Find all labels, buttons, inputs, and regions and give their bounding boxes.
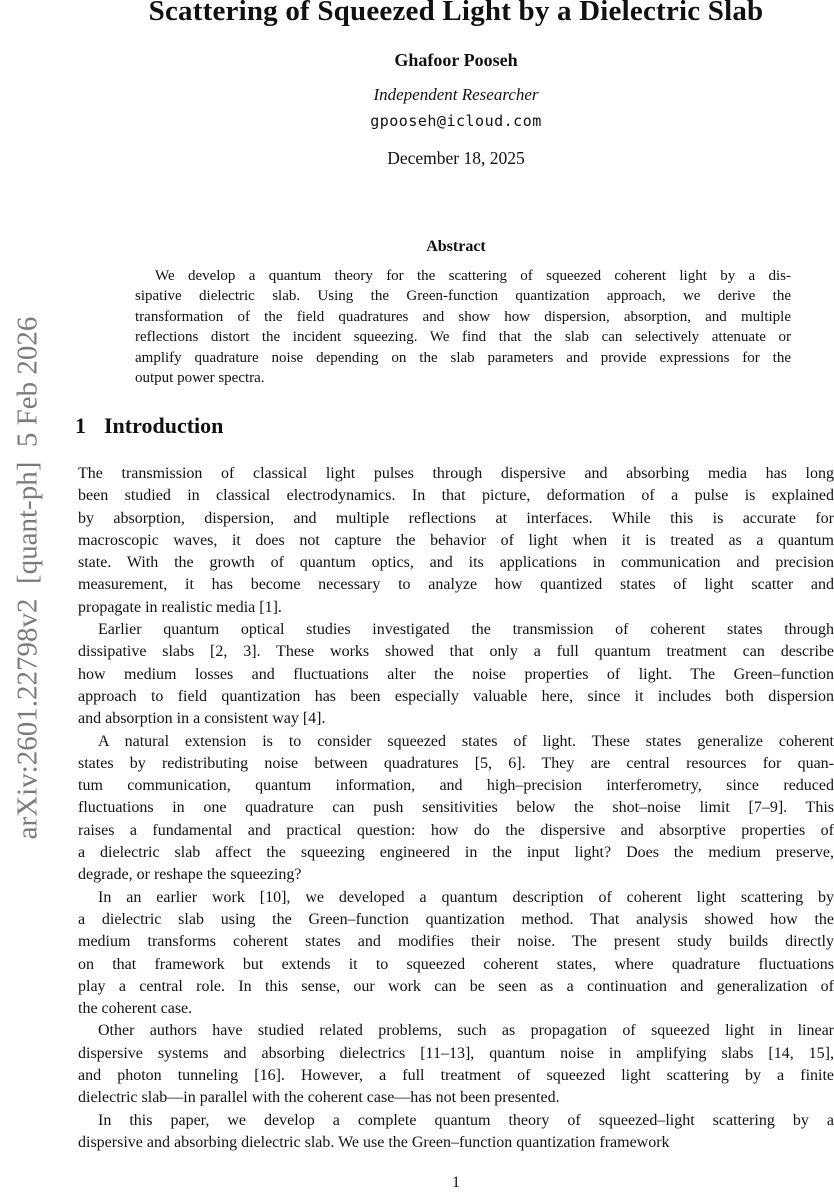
- section-number: 1: [75, 413, 86, 438]
- text-line: Other authors have studied related problems, such as propagation of squeezed light in linear: [98, 1022, 834, 1040]
- paragraph: [78, 1020, 834, 1109]
- abstract-heading: Abstract: [426, 238, 486, 255]
- paper-title: Scattering of Squeezed Light by a Dielectric Slab: [148, 0, 764, 27]
- text-line: In this paper, we develop a complete quantum theory of squeezed–light scattering by a: [98, 1111, 834, 1129]
- text-line: how medium losses and fluctuations alter the noise properties of light. The Green–function: [78, 665, 834, 683]
- text-line: states by redistributing noise between quadratures [5, 6]. They are central resources for quan-: [78, 754, 834, 772]
- text-line: and photon tunneling [16]. However, a full treatment of squeezed light scattering by a finite: [78, 1067, 834, 1085]
- text-line: and absorption in a consistent way [4].: [78, 710, 326, 728]
- section-title: Introduction: [104, 413, 224, 438]
- page-number: 1: [452, 1174, 460, 1191]
- paragraph: [78, 463, 834, 619]
- author-email: gpooseh@icloud.com: [370, 112, 542, 130]
- text-line: state. With the growth of quantum optics, and its applications in communication and precision: [78, 554, 834, 572]
- text-line: fluctuations in one quadrature can push sensitivities below the shot–noise limit [7–9]. This: [78, 799, 834, 817]
- text-line: tum communication, quantum information, and high–precision interferometry, since reduced: [78, 777, 834, 795]
- text-line: dissipative slabs [2, 3]. These works showed that only a full quantum treatment can describe: [78, 643, 834, 661]
- text-line: transformation of the field quadratures and show how dispersion, absorption, and multiple: [135, 308, 791, 325]
- text-line: sipative dielectric slab. Using the Green-function quantization approach, we derive the: [135, 288, 791, 305]
- text-line: on that framework but extends it to squeezed coherent states, where quadrature fluctuations: [78, 955, 834, 973]
- text-line: output power spectra.: [135, 370, 265, 387]
- text-line: In an earlier work [10], we developed a quantum description of coherent light scattering by: [98, 888, 834, 906]
- paragraph: [78, 731, 834, 887]
- text-line: the coherent case.: [78, 1000, 193, 1018]
- paper-date: December 18, 2025: [387, 148, 525, 168]
- text-line: by absorption, dispersion, and multiple reflections at interfaces. While this is accurate for: [78, 509, 834, 527]
- text-line: medium transforms coherent states and modifies their noise. The present study builds directly: [78, 933, 834, 951]
- paragraph: [78, 1110, 834, 1155]
- text-line: reflections distort the incident squeezing. We find that the slab can selectively attenuate or: [135, 329, 791, 346]
- text-line: macroscopic waves, it does not capture the behavior of light when it is treated as a quantum: [78, 531, 834, 549]
- text-line: Earlier quantum optical studies investigated the transmission of coherent states through: [98, 621, 834, 639]
- text-line: propagate in realistic media [1].: [78, 598, 282, 616]
- text-line: dielectric slab—in parallel with the coherent case—has not been presented.: [78, 1089, 560, 1107]
- arxiv-watermark: arXiv:2601.22798v2 [quant-ph] 5 Feb 2026: [11, 316, 44, 840]
- text-line: A natural extension is to consider squeezed states of light. These states generalize coherent: [98, 732, 834, 750]
- text-line: raises a fundamental and practical question: how do the dispersive and absorptive properties of: [78, 821, 834, 839]
- text-line: We develop a quantum theory for the scattering of squeezed coherent light by a dis-: [155, 268, 791, 284]
- author-name: Ghafoor Pooseh: [394, 50, 518, 70]
- text-line: dispersive and absorbing dielectric slab. We use the Green–function quantization framework: [78, 1133, 670, 1151]
- text-line: a dielectric slab affect the squeezing engineered in the input light? Does the medium preserve,: [78, 844, 834, 862]
- section-heading: [75, 413, 223, 439]
- text-line: dispersive systems and absorbing dielectrics [11–13], quantum noise in amplifying slabs [14, 15],: [78, 1044, 834, 1062]
- author-affiliation: Independent Researcher: [373, 85, 539, 104]
- paragraph: [78, 887, 834, 1021]
- text-line: a dielectric slab using the Green–function quantization method. That analysis showed how the: [78, 910, 834, 928]
- text-line: been studied in classical electrodynamics. In that picture, deformation of a pulse is explained: [78, 487, 834, 505]
- text-line: amplify quadrature noise depending on the slab parameters and provide expressions for the: [135, 349, 791, 366]
- paragraph: [78, 619, 834, 730]
- text-line: measurement, it has become necessary to analyze how quantized states of light scatter and: [78, 576, 834, 594]
- body-text: [78, 463, 834, 1154]
- abstract-text: [135, 266, 791, 388]
- text-line: approach to field quantization has been especially valuable here, since it includes both dispersion: [78, 687, 834, 705]
- text-line: The transmission of classical light pulses through dispersive and absorbing media has long: [78, 465, 834, 482]
- text-line: play a central role. In this sense, our work can be seen as a continuation and generalization of: [78, 977, 834, 995]
- text-line: degrade, or reshape the squeezing?: [78, 866, 302, 884]
